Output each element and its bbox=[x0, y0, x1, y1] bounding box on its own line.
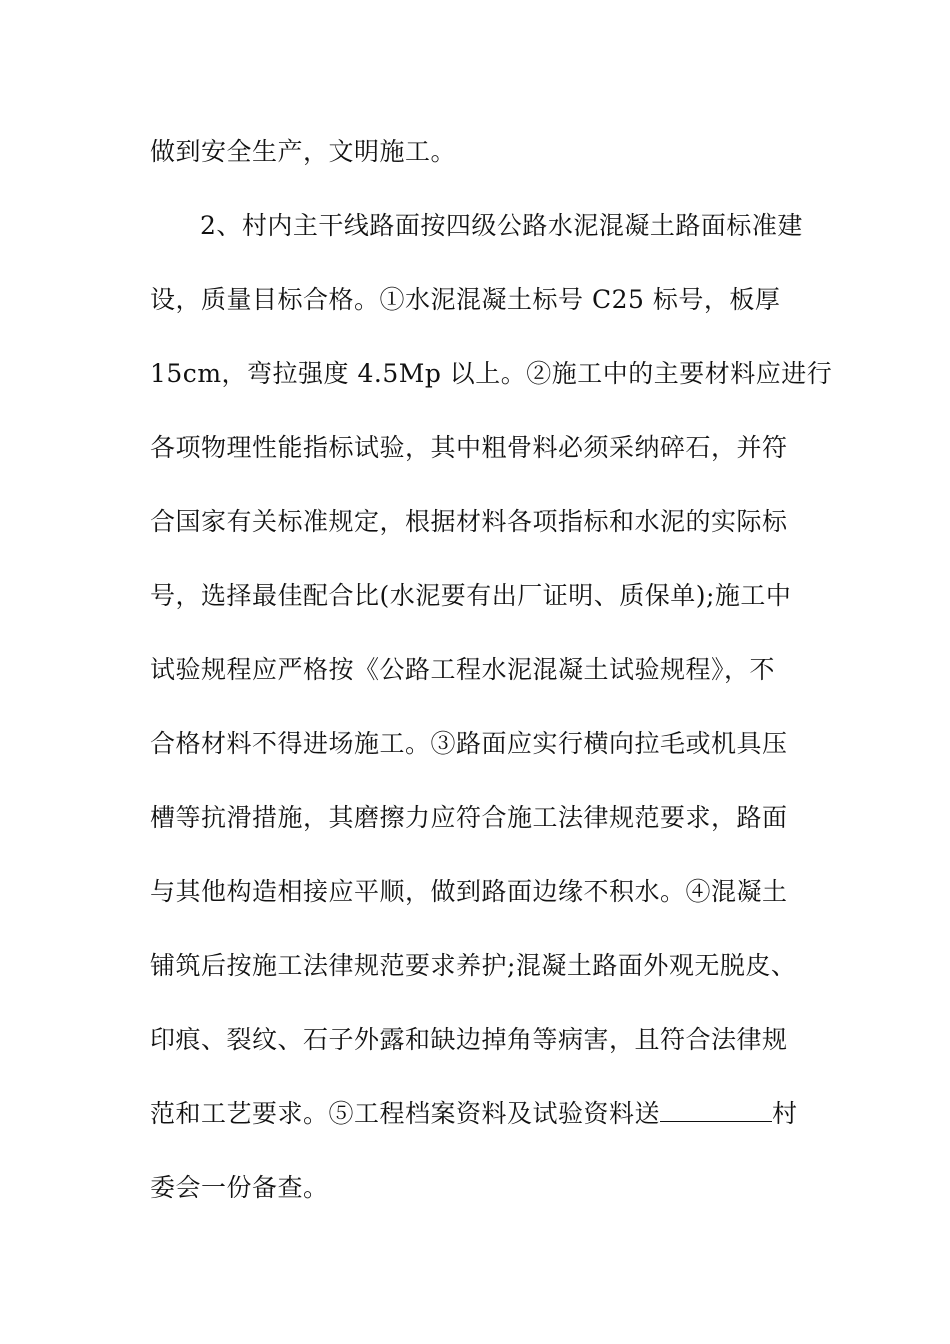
text-line-5: 各项物理性能指标试验，其中粗骨料必须采纳碎石，并符 bbox=[150, 433, 788, 462]
fill-in-blank[interactable] bbox=[660, 1099, 772, 1122]
text-line-10: 槽等抗滑措施，其磨擦力应符合施工法律规范要求，路面 bbox=[150, 803, 788, 832]
text-line-7: 号，选择最佳配合比(水泥要有出厂证明、质保单);施工中 bbox=[150, 581, 792, 610]
text-line-3: 设，质量目标合格。①水泥混凝土标号 C25 标号，板厚 bbox=[150, 285, 781, 314]
text-line-9: 合格材料不得进场施工。③路面应实行横向拉毛或机具压 bbox=[150, 729, 788, 758]
text-line-13: 印痕、裂纹、石子外露和缺边掉角等病害，且符合法律规 bbox=[150, 1025, 788, 1054]
text-line-14 bbox=[150, 1097, 798, 1131]
text-line-14-main: 范和工艺要求。⑤工程档案资料及试验资料送 bbox=[150, 1099, 661, 1128]
text-line-14-tail: 村 bbox=[772, 1099, 798, 1128]
text-line-2: 2、村内主干线路面按四级公路水泥混凝土路面标准建 bbox=[200, 211, 803, 240]
text-line-11: 与其他构造相接应平顺，做到路面边缘不积水。④混凝土 bbox=[150, 877, 788, 906]
text-line-8: 试验规程应严格按《公路工程水泥混凝土试验规程》，不 bbox=[150, 655, 776, 684]
text-line-4: 15cm，弯拉强度 4.5Mp 以上。②施工中的主要材料应进行 bbox=[150, 359, 833, 388]
text-line-15: 委会一份备查。 bbox=[150, 1173, 329, 1202]
text-line-12: 铺筑后按施工法律规范要求养护;混凝土路面外观无脱皮、 bbox=[150, 951, 797, 980]
text-line-6: 合国家有关标准规定，根据材料各项指标和水泥的实际标 bbox=[150, 507, 788, 536]
text-line-1: 做到安全生产，文明施工。 bbox=[150, 137, 457, 166]
